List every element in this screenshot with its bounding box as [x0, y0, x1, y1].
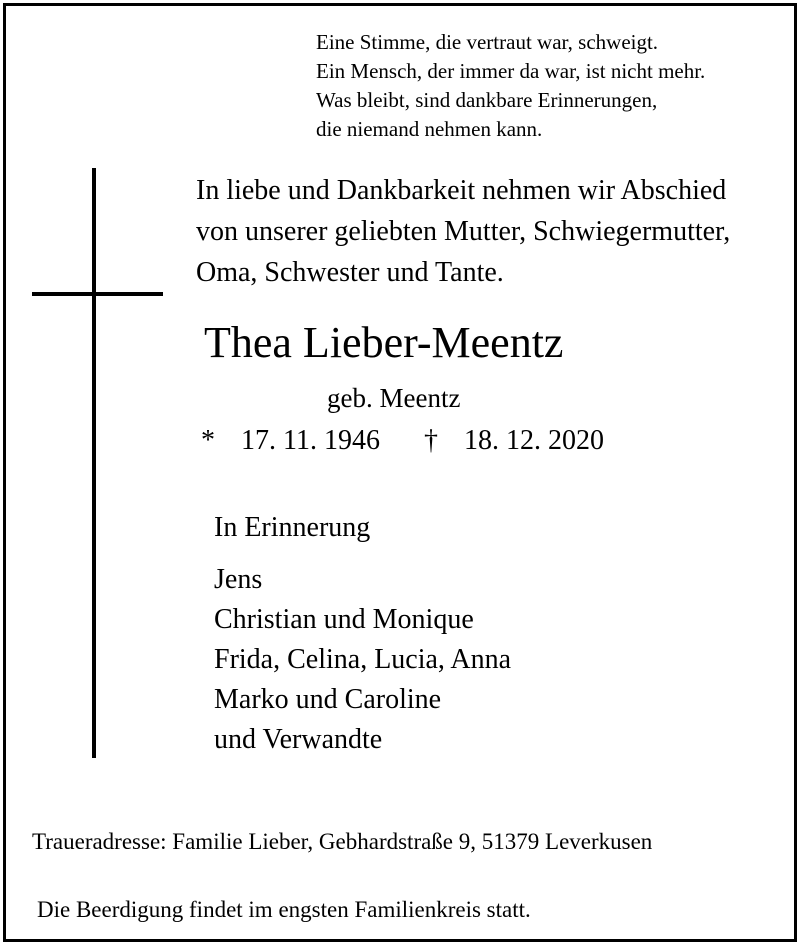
poem-line: Was bleibt, sind dankbare Erinnerungen, — [316, 88, 658, 112]
born-name: geb. Meentz — [327, 383, 461, 413]
intro-line: In liebe und Dankbarkeit nehmen wir Abschied — [196, 175, 727, 206]
poem-line: Eine Stimme, die vertraut war, schweigt. — [316, 30, 659, 54]
birth-date: 17. 11. 1946 — [241, 425, 380, 456]
mourner-name: Frida, Celina, Lucia, Anna — [214, 644, 512, 675]
poem-line: Ein Mensch, der immer da war, ist nicht mehr. — [316, 59, 706, 83]
mourner-name: Marko und Caroline — [214, 684, 442, 715]
mourner-name: Christian und Monique — [214, 604, 474, 635]
mourners-heading: In Erinnerung — [214, 512, 371, 543]
intro-line: Oma, Schwester und Tante. — [196, 257, 504, 288]
mourning-address: Traueradresse: Familie Lieber, Gebhardstraße 9, 51379 Leverkusen — [32, 829, 653, 854]
funeral-note: Die Beerdigung findet im engsten Familienkreis statt. — [37, 897, 531, 922]
death-date: 18. 12. 2020 — [463, 425, 604, 456]
intro-text — [196, 170, 730, 293]
cross-icon — [92, 168, 96, 758]
deceased-name: Thea Lieber-Meentz — [204, 318, 564, 367]
mourners-list — [214, 560, 511, 760]
birth-symbol: * — [201, 425, 215, 456]
poem-line: die niemand nehmen kann. — [316, 117, 543, 141]
life-dates — [201, 422, 604, 460]
mourner-name: Jens — [214, 564, 263, 595]
poem — [316, 28, 705, 144]
death-symbol: † — [423, 425, 438, 456]
cross-icon-bar — [32, 292, 163, 296]
intro-line: von unserer geliebten Mutter, Schwiegermutter, — [196, 216, 731, 247]
mourner-name: und Verwandte — [214, 724, 383, 755]
